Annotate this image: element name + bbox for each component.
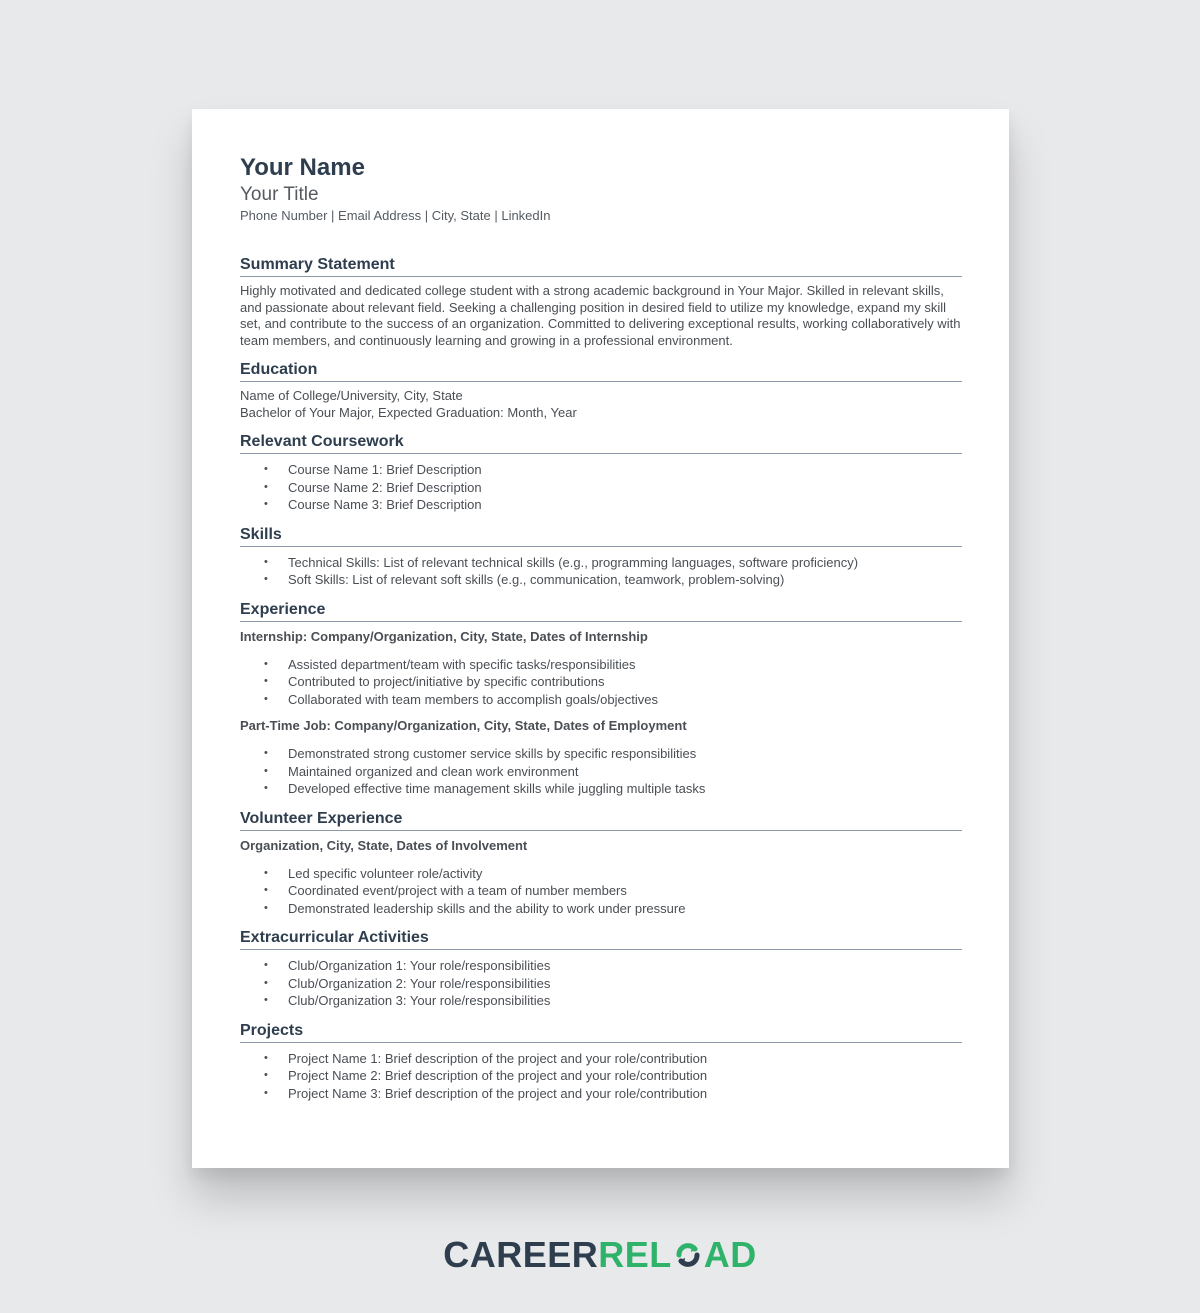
summary-text: Highly motivated and dedicated college student with a strong academic background in Your Major. Skilled in relevant skills, and passionate about relevant field. Seeking a challenging position in desired field to utilize my knowledge, expand my skill set, and contribute to the success of an organization. Committed to delivering exceptional results, working collaboratively with team members, and continuously learning and growing in a professional environment. [240,283,961,348]
coursework-section [240,432,962,514]
skills-section [240,525,962,589]
resume-title: Your Title [240,184,319,205]
volunteer-section [240,809,962,918]
logo-text-rel: REL [598,1234,672,1275]
list-item: • Club/Organization 2: Your role/responsibilities [240,975,962,993]
logo-text-career: CAREER [443,1234,599,1275]
list-item: • Club/Organization 1: Your role/responsibilities [240,957,962,975]
list-item: • Course Name 3: Brief Description [240,496,962,514]
experience-section [240,600,962,798]
list-item: • Course Name 1: Brief Description [240,461,962,479]
list-item: • Project Name 2: Brief description of the project and your role/contribution [240,1067,962,1085]
coursework-list [240,461,962,514]
volunteer-title: Organization, City, State, Dates of Involvement [240,837,528,853]
resume-header [240,153,962,225]
experience-heading: Experience [240,600,962,622]
reload-icon [673,1236,703,1266]
skills-heading: Skills [240,525,962,547]
careerreload-logo [0,1233,1200,1277]
extracurricular-list [240,957,962,1010]
list-item: • Club/Organization 3: Your role/responsibilities [240,992,962,1010]
list-item: • Course Name 2: Brief Description [240,479,962,497]
summary-section [240,255,962,349]
projects-section [240,1021,962,1103]
extracurricular-section [240,928,962,1010]
list-item: • Coordinated event/project with a team of number members [240,882,962,900]
resume-name: Your Name [240,154,365,181]
coursework-heading: Relevant Coursework [240,432,962,454]
list-item: • Demonstrated leadership skills and the ability to work under pressure [240,900,962,918]
projects-list [240,1050,962,1103]
list-item: • Project Name 3: Brief description of the project and your role/contribution [240,1085,962,1103]
list-item: • Project Name 1: Brief description of the project and your role/contribution [240,1050,962,1068]
job-title: Part-Time Job: Company/Organization, City, State, Dates of Employment [240,718,687,733]
logo-text-ad: AD [703,1234,757,1275]
list-item: • Developed effective time management skills while juggling multiple tasks [240,780,962,798]
contact-line: Phone Number | Email Address | City, State | LinkedIn [240,208,551,223]
education-degree: Bachelor of Your Major, Expected Graduation: Month, Year [240,404,577,420]
volunteer-heading: Volunteer Experience [240,809,962,831]
list-item: • Technical Skills: List of relevant technical skills (e.g., programming languages, software proficiency) [240,554,962,572]
list-item: • Soft Skills: List of relevant soft skills (e.g., communication, teamwork, problem-solving) [240,571,962,589]
projects-heading: Projects [240,1021,962,1043]
list-item: • Collaborated with team members to accomplish goals/objectives [240,691,962,709]
summary-heading: Summary Statement [240,255,962,277]
volunteer-list [240,865,962,918]
list-item: • Maintained organized and clean work environment [240,763,962,781]
skills-list [240,554,962,589]
education-school: Name of College/University, City, State [240,388,463,403]
list-item: • Led specific volunteer role/activity [240,865,962,883]
job-duties-list [240,745,962,798]
resume-page [192,109,1009,1168]
education-section [240,360,962,421]
extracurricular-heading: Extracurricular Activities [240,928,962,950]
job-duties-list [240,656,962,709]
list-item: • Demonstrated strong customer service skills by specific responsibilities [240,745,962,763]
list-item: • Assisted department/team with specific tasks/responsibilities [240,656,962,674]
job-title: Internship: Company/Organization, City, State, Dates of Internship [240,628,648,644]
education-heading: Education [240,360,962,382]
list-item: • Contributed to project/initiative by specific contributions [240,673,962,691]
